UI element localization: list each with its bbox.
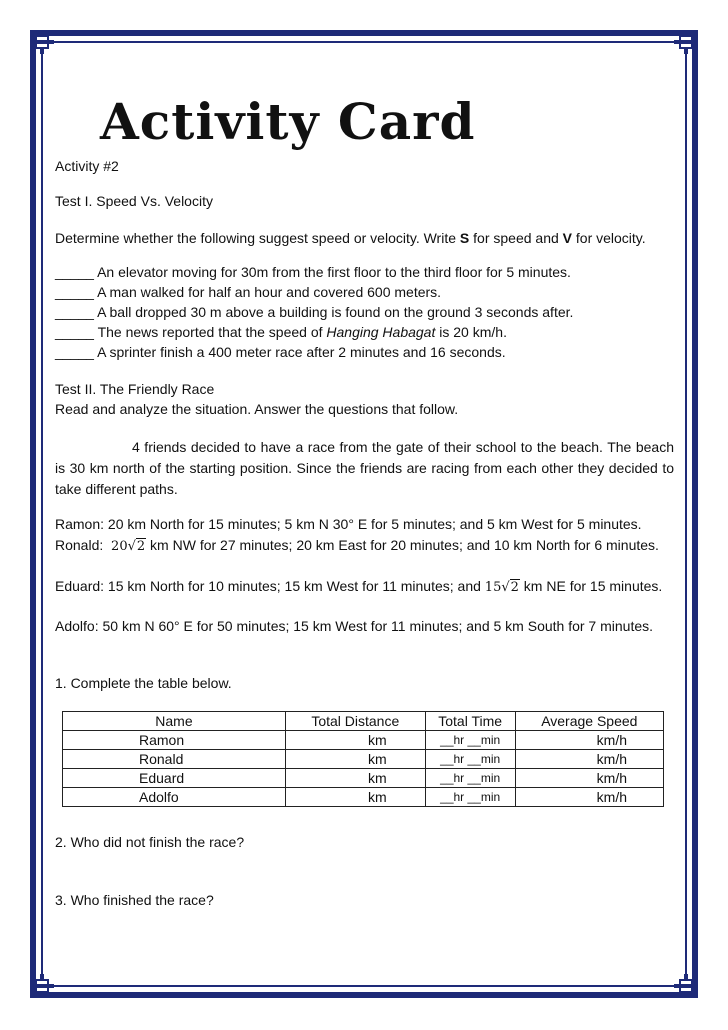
activity-number: Activity #2 [55,158,119,174]
cell-time[interactable]: __hr __min [425,769,515,788]
corner-ornament-bottom-left [30,974,54,998]
test1-item: _____ A ball dropped 30 m above a building is found on the ground 3 seconds after. [55,304,574,320]
test1-heading: Test I. Speed Vs. Velocity [55,193,213,209]
col-speed-header: Average Speed [515,712,663,731]
ramon-route: Ramon: 20 km North for 15 minutes; 5 km N 30° E for 5 minutes; and 5 km West for 5 minutes. [55,516,642,532]
test1-item: _____ An elevator moving for 30m from the first floor to the third floor for 5 minutes. [55,264,571,280]
cell-time[interactable]: __hr __min [425,788,515,807]
eduard-route: Eduard: 15 km North for 10 minutes; 15 km West for 11 minutes; and 15√2 km NE for 15 minutes. [55,578,663,595]
cell-distance[interactable]: km [285,731,425,750]
cell-distance[interactable]: km [285,750,425,769]
col-distance-header: Total Distance [285,712,425,731]
answer-blank[interactable]: _____ [55,264,94,280]
adolfo-route: Adolfo: 50 km N 60° E for 50 minutes; 15 km West for 11 minutes; and 5 km South for 7 minutes. [55,618,654,634]
ronald-route: Ronald: 20√2 km NW for 27 minutes; 20 km East for 20 minutes; and 10 km North for 6 minutes. [55,537,659,554]
cell-speed[interactable]: km/h [515,788,663,807]
cell-time[interactable]: __hr __min [425,750,515,769]
cell-name: Ronald [63,750,286,769]
col-name-header: Name [63,712,286,731]
answer-blank[interactable]: _____ [55,324,94,340]
situation-paragraph: 4 friends decided to have a race from the gate of their school to the beach. The beach is 30 km north of the starting position. Since the friends are racing from each other they decided to take different paths. [55,439,674,497]
corner-ornament-top-left [30,30,54,54]
cell-time[interactable]: __hr __min [425,731,515,750]
page-title: Activity Card [100,92,476,151]
question-2: 2. Who did not finish the race? [55,834,245,850]
cell-speed[interactable]: km/h [515,769,663,788]
cell-name: Adolfo [63,788,286,807]
question-3: 3. Who finished the race? [55,892,214,908]
test2-instruction: Read and analyze the situation. Answer the questions that follow. [55,401,459,417]
test1-item: _____ The news reported that the speed of Hanging Habagat is 20 km/h. [55,324,507,340]
question-1: 1. Complete the table below. [55,675,232,691]
answer-blank[interactable]: _____ [55,344,94,360]
cell-name: Ramon [63,731,286,750]
cell-speed[interactable]: km/h [515,750,663,769]
test1-item: _____ A sprinter finish a 400 meter race after 2 minutes and 16 seconds. [55,344,506,360]
table-row [63,731,664,750]
cell-name: Eduard [63,769,286,788]
test1-instruction: Determine whether the following suggest speed or velocity. Write S for speed and V for velocity. [55,230,646,246]
test2-heading: Test II. The Friendly Race [55,381,215,397]
corner-ornament-top-right [674,30,698,54]
table-row [63,750,664,769]
cell-distance[interactable]: km [285,788,425,807]
cell-distance[interactable]: km [285,769,425,788]
corner-ornament-bottom-right [674,974,698,998]
table-row [63,769,664,788]
results-table [62,711,664,807]
answer-blank[interactable]: _____ [55,284,94,300]
table-row [63,788,664,807]
col-time-header: Total Time [425,712,515,731]
answer-blank[interactable]: _____ [55,304,94,320]
test1-item: _____ A man walked for half an hour and covered 600 meters. [55,284,442,300]
cell-speed[interactable]: km/h [515,731,663,750]
table-header-row [63,712,664,731]
